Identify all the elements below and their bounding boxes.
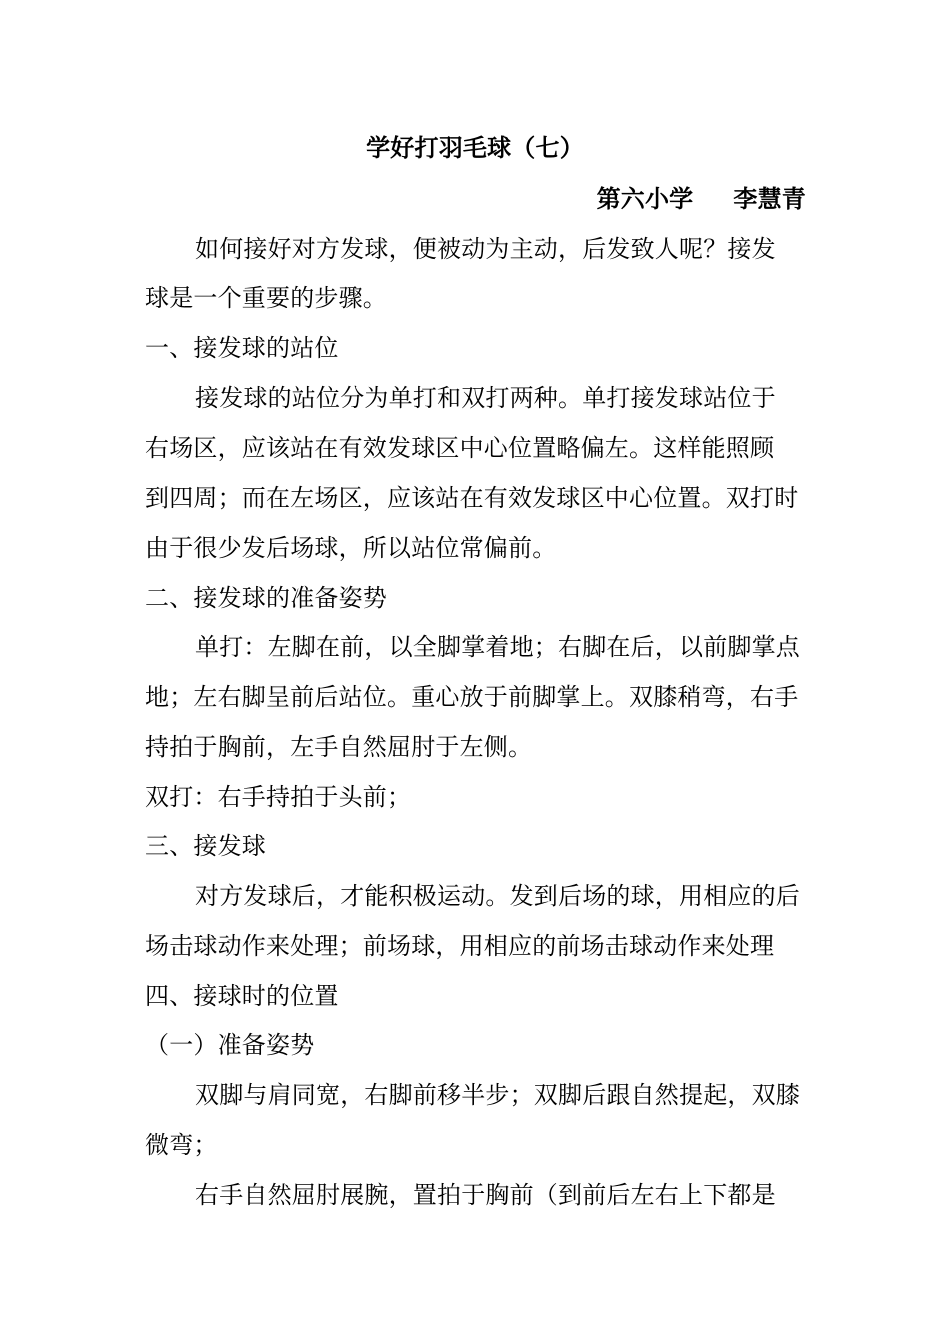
section-heading: 三、接发球 xyxy=(145,832,266,860)
paragraph-line: 单打：左脚在前，以全脚掌着地；右脚在后，以前脚掌点 xyxy=(195,633,800,661)
document-title: 学好打羽毛球（七） xyxy=(366,133,584,162)
paragraph-line: 双打：右手持拍于头前； xyxy=(145,783,412,811)
author-name: 李慧青 xyxy=(733,184,806,213)
section-heading: 二、接发球的准备姿势 xyxy=(145,584,387,612)
paragraph-line: 场击球动作来处理；前场球，用相应的前场击球动作来处理 xyxy=(145,932,775,960)
paragraph-line: 右手自然屈肘展腕，置拍于胸前（到前后左右上下都是 xyxy=(195,1181,776,1209)
paragraph-line: 微弯； xyxy=(145,1131,218,1159)
paragraph-line: 由于很少发后场球，所以站位常偏前。 xyxy=(145,534,557,562)
paragraph-line: 球是一个重要的步骤。 xyxy=(145,284,387,312)
subsection-heading: （一）准备姿势 xyxy=(145,1031,315,1059)
section-heading: 一、接发球的站位 xyxy=(145,334,339,362)
paragraph-line: 到四周；而在左场区，应该站在有效发球区中心位置。双打时 xyxy=(145,484,799,512)
section-heading: 四、接球时的位置 xyxy=(145,982,339,1010)
paragraph-line: 双脚与肩同宽，右脚前移半步；双脚后跟自然提起，双膝 xyxy=(195,1081,800,1109)
author-school: 第六小学 xyxy=(596,184,694,213)
paragraph-line: 地；左右脚呈前后站位。重心放于前脚掌上。双膝稍弯，右手 xyxy=(145,683,799,711)
author-line xyxy=(0,183,806,215)
paragraph-line: 接发球的站位分为单打和双打两种。单打接发球站位于 xyxy=(195,384,776,412)
paragraph-line: 如何接好对方发球，便被动为主动，后发致人呢？接发 xyxy=(195,235,776,263)
paragraph-line: 对方发球后，才能积极运动。发到后场的球，用相应的后 xyxy=(195,882,800,910)
paragraph-line: 右场区，应该站在有效发球区中心位置略偏左。这样能照顾 xyxy=(145,434,775,462)
paragraph-line: 持拍于胸前，左手自然屈肘于左侧。 xyxy=(145,733,533,761)
